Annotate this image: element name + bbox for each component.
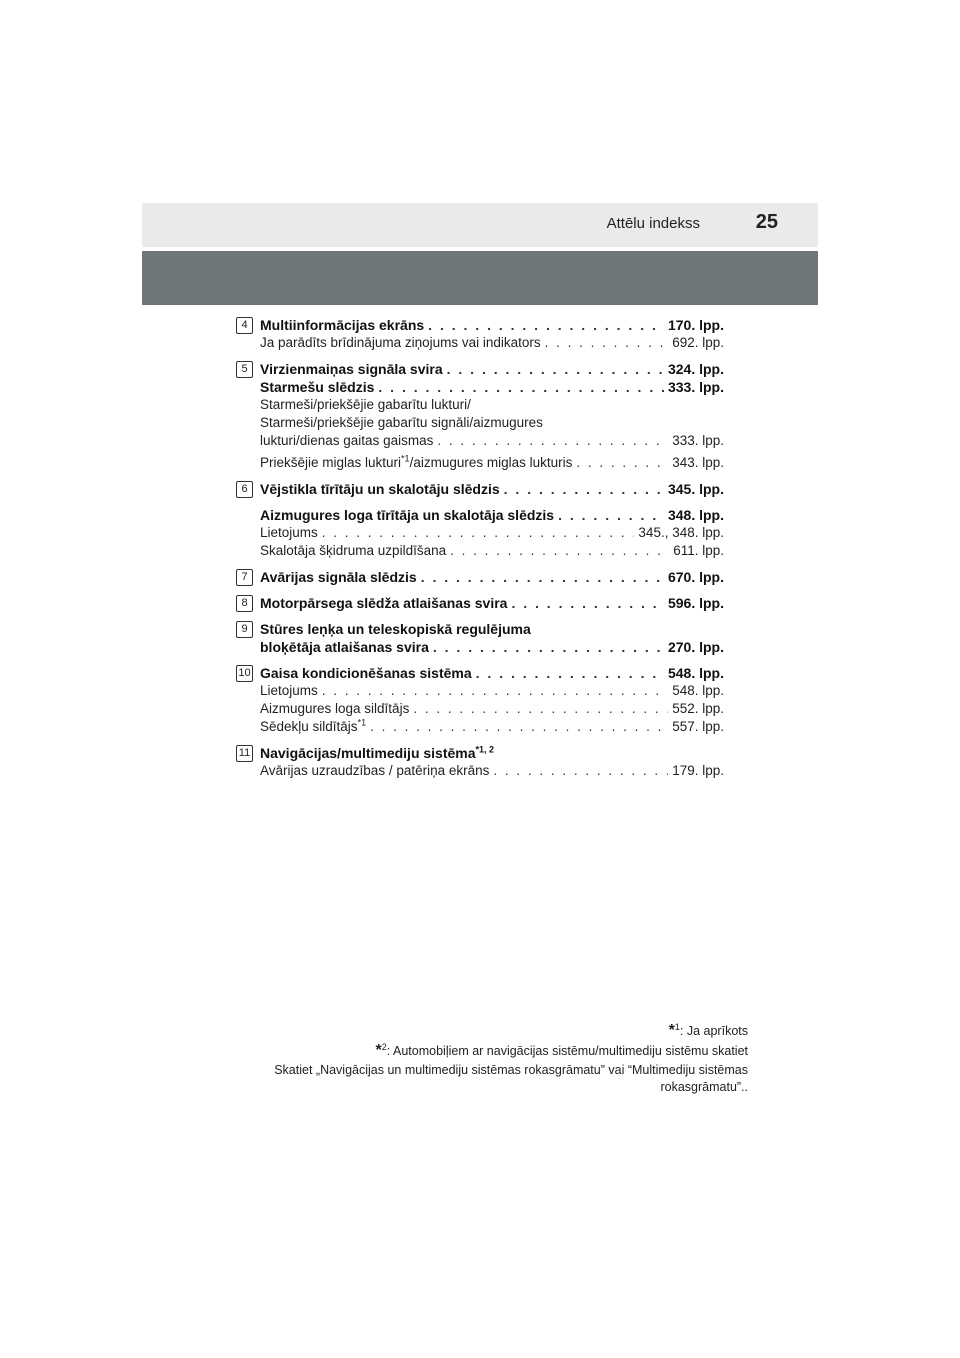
dot-leader [558, 506, 664, 524]
index-item-7 [236, 568, 724, 586]
entry-page: 670. lpp. [667, 569, 724, 585]
header-dark-band [142, 251, 818, 305]
entry-page: 333. lpp. [667, 379, 724, 395]
sub-entry-page: 179. lpp. [672, 763, 724, 778]
footnote-1: *$^1$: Ja aprīkots [668, 1021, 748, 1039]
footnote-marker: *1 [357, 717, 367, 728]
sub-entry-row[interactable] [260, 762, 724, 780]
dot-leader [545, 334, 669, 352]
dot-leader [322, 524, 635, 542]
dot-leader [511, 594, 664, 612]
sub-entry-title: Aizmugures loga sildītājs [260, 701, 410, 716]
index-item-8 [236, 594, 724, 612]
entry-row[interactable] [260, 568, 724, 586]
dot-leader [450, 542, 669, 560]
index-item-5 [236, 360, 724, 472]
sub-entry-row[interactable] [260, 682, 724, 700]
entry-title: bloķētāja atlaišanas svira [260, 639, 429, 655]
entry-page: 324. lpp. [667, 361, 724, 377]
dot-leader [428, 316, 664, 334]
entry-title: Vējstikla tīrītāju un skalotāju slēdzis [260, 481, 500, 497]
sub-entry-title: Priekšējie miglas lukturi$^{*1}$/aizmugures miglas lukturis [260, 453, 573, 470]
index-item-6 [236, 480, 724, 560]
item-number-badge: 6 [236, 481, 253, 498]
dot-leader [476, 664, 664, 682]
footnotes [128, 1022, 748, 1096]
sub-entry-row[interactable] [260, 524, 724, 542]
entry-page: 548. lpp. [667, 665, 724, 681]
sub-entry-title: Avārijas uzraudzības / patēriņa ekrāns [260, 763, 490, 778]
sub-entry-title: lukturi/dienas gaitas gaismas [260, 433, 434, 448]
entry-row[interactable] [260, 480, 724, 498]
dot-leader [413, 700, 668, 718]
sub-entry-page: 552. lpp. [672, 701, 724, 716]
footnote-marker: *1 [401, 453, 410, 464]
sub-entry-title: Ja parādīts brīdinājuma ziņojums vai indikators [260, 335, 541, 350]
index-item-10 [236, 664, 724, 736]
entry-row[interactable] [260, 638, 724, 656]
item-number-badge: 4 [236, 317, 253, 334]
sub-entry-row[interactable] [260, 700, 724, 718]
dot-leader [576, 454, 668, 472]
entry-title: Multiinformācijas ekrāns [260, 317, 425, 333]
footnote-marker: *1, 2 [475, 744, 495, 755]
footnote-2-line: Skatiet „Navigācijas un multimediju sistēmas rokasgrāmatu” vai “Multimediju sistēmas [274, 1063, 748, 1077]
sub-entry-page: 692. lpp. [672, 335, 724, 350]
item-number-badge: 7 [236, 569, 253, 586]
sub-entry-title: Skalotāja šķidruma uzpildīšana [260, 543, 447, 558]
sub-entry-title: Sēdekļu sildītājs$^{*1}$ [260, 717, 367, 734]
entry-row[interactable] [260, 506, 724, 524]
sub-entry-row[interactable] [260, 454, 724, 472]
sub-entry-row[interactable] [260, 334, 724, 352]
entry-title: Aizmugures loga tīrītāja un skalotāja slēdzis [260, 507, 555, 523]
entry-title: Motorpārsega slēdža atlaišanas svira [260, 595, 508, 611]
index-item-11 [236, 744, 724, 780]
entry-page: 270. lpp. [667, 639, 724, 655]
entry-title-line[interactable]: Navigācijas/multimediju sistēma$^{*1, 2}$ [260, 744, 495, 761]
item-number-badge: 9 [236, 621, 253, 638]
sub-entry-text: Starmeši/priekšējie gabarītu signāli/aizmugures [260, 415, 543, 430]
dot-leader [437, 432, 668, 450]
index-content [236, 316, 724, 780]
item-number-badge: 5 [236, 361, 253, 378]
entry-row[interactable] [260, 664, 724, 682]
entry-row[interactable] [260, 360, 724, 378]
sub-entry-page: 611. lpp. [673, 543, 724, 558]
dot-leader [447, 360, 664, 378]
entry-title-line: Stūres leņķa un teleskopiskā regulējuma [260, 621, 531, 637]
sub-entry-text: Starmeši/priekšējie gabarītu lukturi/ [260, 397, 471, 412]
item-number-badge: 8 [236, 595, 253, 612]
entry-page: 348. lpp. [667, 507, 724, 523]
sub-entry-title: Lietojums [260, 525, 318, 540]
index-item-4 [236, 316, 724, 352]
entry-title: Avārijas signāla slēdzis [260, 569, 417, 585]
item-number-badge: 10 [236, 665, 253, 682]
sub-entry-title: Lietojums [260, 683, 318, 698]
index-item-9 [236, 620, 724, 656]
entry-title: Gaisa kondicionēšanas sistēma [260, 665, 472, 681]
entry-title: Starmešu slēdzis [260, 379, 375, 395]
dot-leader [493, 762, 668, 780]
entry-page: 345. lpp. [667, 481, 724, 497]
sub-entry-row[interactable] [260, 542, 724, 560]
sub-entry-page: 345., 348. lpp. [638, 525, 724, 540]
dot-leader [370, 718, 668, 736]
section-title: Attēlu indekss [606, 215, 700, 232]
footnote-2-line: rokasgrāmatu”.. [660, 1080, 748, 1094]
entry-row[interactable] [260, 594, 724, 612]
dot-leader [433, 638, 664, 656]
sub-entry-page: 557. lpp. [672, 719, 724, 734]
sub-entry-page: 333. lpp. [672, 433, 724, 448]
dot-leader [421, 568, 664, 586]
page-number: 25 [755, 211, 778, 233]
item-number-badge: 11 [236, 745, 253, 762]
sub-entry-row[interactable] [260, 432, 724, 450]
footnote-2: *$^2$: Automobiļiem ar navigācijas sistēmu/multimediju sistēmu skatiet [375, 1041, 748, 1059]
dot-leader [378, 378, 664, 396]
entry-row[interactable] [260, 316, 724, 334]
sub-entry-page: 343. lpp. [672, 455, 724, 470]
entry-page: 596. lpp. [667, 595, 724, 611]
entry-page: 170. lpp. [667, 317, 724, 333]
entry-title: Virzienmaiņas signāla svira [260, 361, 443, 377]
sub-entry-page: 548. lpp. [672, 683, 724, 698]
sub-entry-row[interactable] [260, 718, 724, 736]
dot-leader [322, 682, 668, 700]
dot-leader [504, 480, 664, 498]
entry-row[interactable] [260, 378, 724, 396]
